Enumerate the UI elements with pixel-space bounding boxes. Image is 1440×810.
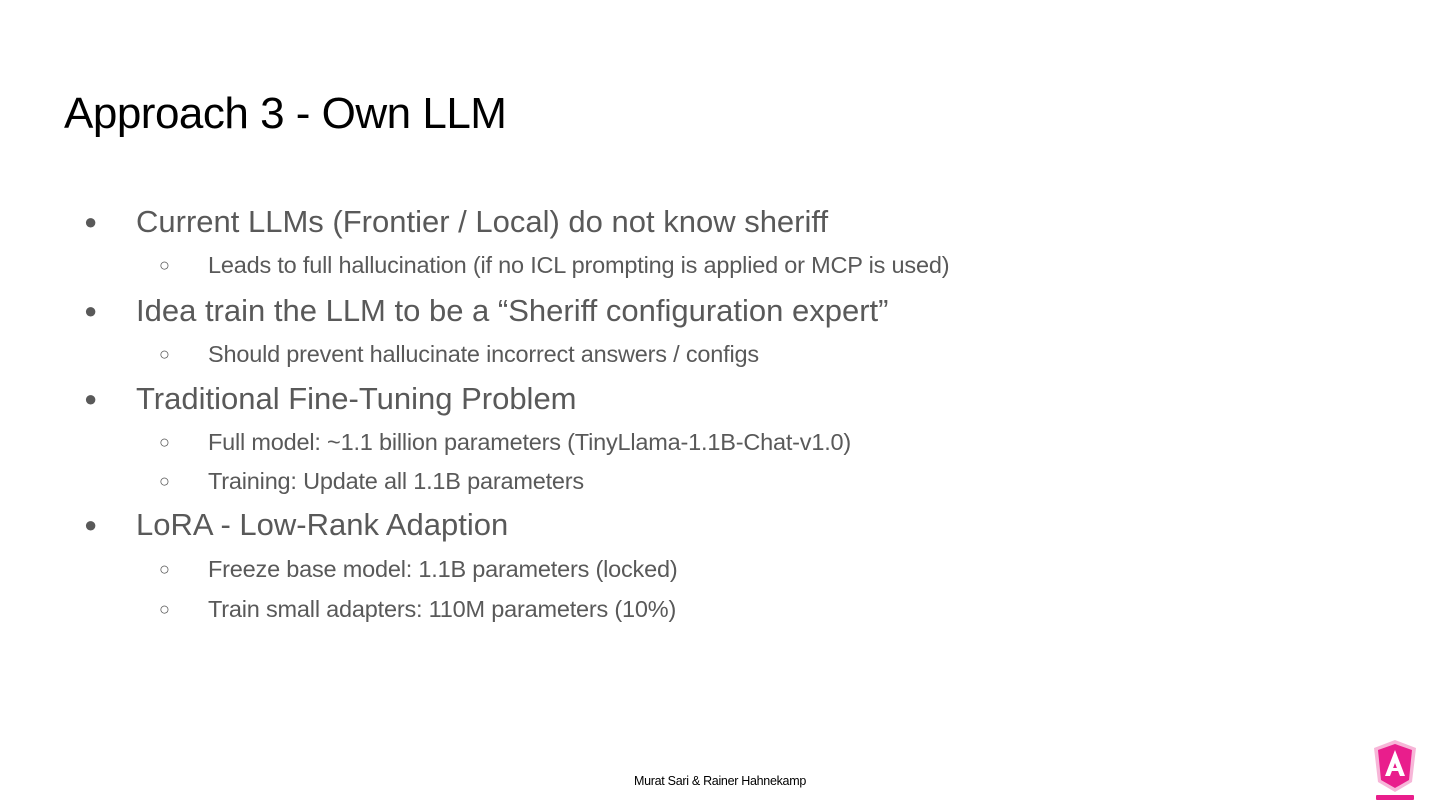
sub-bullet-text: Full model: ~1.1 billion parameters (TinyLlama-1.1B-Chat-v1.0) bbox=[208, 429, 852, 455]
sub-bullet-text: Freeze base model: 1.1B parameters (locked) bbox=[208, 556, 678, 582]
sub-bullet-marker: ○ bbox=[159, 432, 170, 452]
sub-bullet-text: Train small adapters: 110M parameters (10%) bbox=[208, 596, 677, 622]
sub-bullet-text: Leads to full hallucination (if no ICL prompting is applied or MCP is used) bbox=[208, 252, 950, 278]
bullet-text: Current LLMs (Frontier / Local) do not know sheriff bbox=[136, 204, 829, 239]
bullet-marker: ● bbox=[84, 209, 98, 234]
sub-bullet-marker: ○ bbox=[159, 344, 170, 364]
angular-architects-logo-icon bbox=[1372, 738, 1418, 804]
bullet-marker: ● bbox=[84, 298, 98, 323]
bullet-marker: ● bbox=[84, 386, 98, 411]
sub-bullet-text: Should prevent hallucinate incorrect answers / configs bbox=[208, 341, 759, 367]
sub-bullet-marker: ○ bbox=[159, 471, 170, 491]
sub-bullet-marker: ○ bbox=[159, 599, 170, 619]
sub-bullet-marker: ○ bbox=[159, 559, 170, 579]
bullet-text: Idea train the LLM to be a “Sheriff configuration expert” bbox=[136, 293, 889, 328]
slide-title: Approach 3 - Own LLM bbox=[64, 89, 507, 138]
bullet-text: Traditional Fine-Tuning Problem bbox=[136, 381, 577, 416]
sub-bullet-marker: ○ bbox=[159, 255, 170, 275]
bullet-marker: ● bbox=[84, 512, 98, 537]
bullet-text: LoRA - Low-Rank Adaption bbox=[136, 507, 509, 542]
sub-bullet-text: Training: Update all 1.1B parameters bbox=[208, 468, 584, 494]
slide-footer: Murat Sari & Rainer Hahnekamp bbox=[634, 774, 806, 788]
